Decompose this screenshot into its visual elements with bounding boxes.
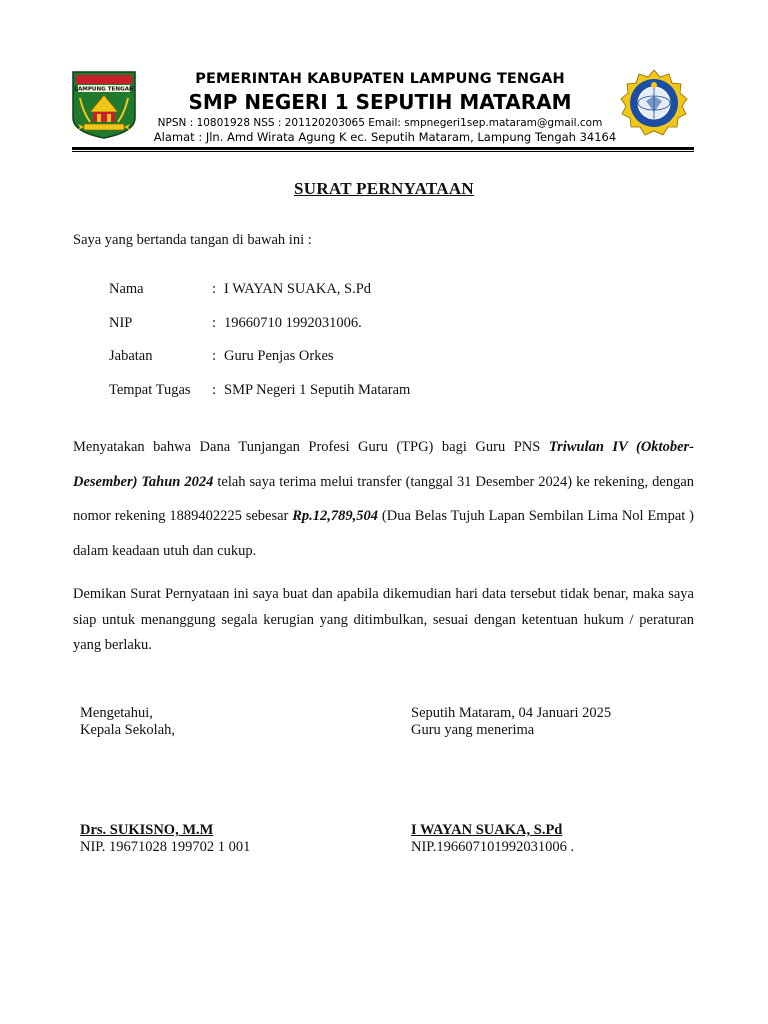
svg-text:LAMPUNG TENGAH: LAMPUNG TENGAH (74, 86, 134, 93)
statement-text-2: telah saya terima melui transfer (tanggal 31 Desember 2024) ke rekening, dengan nomor rekening 1889402225 sebesar (73, 473, 695, 524)
letterhead (140, 70, 620, 145)
intro-line: Saya yang bertanda tangan di bawah ini : (73, 232, 312, 248)
recipient-title: Guru yang menerima (411, 722, 535, 738)
identity-table (109, 281, 410, 415)
lampung-tengah-emblem-icon (70, 68, 138, 140)
identity-colon: : (212, 281, 217, 297)
identity-value: SMP Negeri 1 Seputih Mataram (224, 381, 411, 398)
statement-text-3: (Dua Belas Tujuh Lapan Sembilan Lima Nol Empat ) dalam keadaan utuh dan cukup. (73, 508, 694, 559)
statement-text-1: Menyatakan bahwa Dana Tunjangan Profesi Guru (TPG) bagi Guru PNS (73, 439, 549, 455)
letterhead-rule-thick (72, 147, 694, 150)
identity-row-jabatan (109, 348, 410, 382)
government-name: PEMERINTAH KABUPATEN LAMPUNG TENGAH (195, 71, 565, 87)
school-name: SMP NEGERI 1 SEPUTIH MATARAM (188, 90, 572, 114)
identity-colon: : (212, 314, 217, 331)
place-date: Seputih Mataram, 04 Januari 2025 (411, 705, 612, 721)
identity-value: Guru Penjas Orkes (224, 348, 334, 364)
teacher-name: I WAYAN SUAKA, S.Pd (411, 822, 563, 838)
identity-row-nama (109, 281, 410, 315)
identity-value: I WAYAN SUAKA, S.Pd (224, 281, 372, 297)
statement-paragraph (73, 430, 694, 568)
school-address: Alamat : Jln. Amd Wirata Agung K ec. Seputih Mataram, Lampung Tengah 34164 (153, 130, 617, 144)
teacher-nip: NIP.196607101992031006 . (411, 839, 575, 855)
principal-name: Drs. SUKISNO, M.M (80, 822, 214, 838)
acknowledged-label: Mengetahui, (80, 705, 153, 721)
identity-label: Jabatan (109, 348, 153, 364)
identity-colon: : (212, 348, 217, 364)
identity-row-tempat-tugas (109, 382, 410, 416)
identity-row-nip (109, 315, 410, 349)
identity-label: NIP (109, 314, 133, 331)
school-emblem-icon (619, 68, 689, 140)
identity-value: 19660710 1992031006. (224, 314, 362, 331)
letterhead-rule-thin (72, 151, 694, 152)
principal-nip: NIP. 19671028 199702 1 001 (80, 839, 251, 855)
payment-period: Triwulan IV (Oktober-Desember) Tahun 2024 (73, 439, 694, 490)
payment-amount: Rp.12,789,504 (292, 508, 379, 524)
identity-colon: : (212, 381, 217, 398)
signature-block-teacher (411, 705, 611, 739)
signature-block-principal (80, 705, 175, 739)
document-title: SURAT PERNYATAAN (293, 179, 475, 198)
school-identifiers: NPSN : 10801928 NSS : 201120203065 Email: smpnegeri1sep.mataram@gmail.com (157, 117, 603, 129)
principal-title: Kepala Sekolah, (80, 722, 176, 738)
identity-label: Tempat Tugas (109, 381, 191, 398)
closing-paragraph: Demikan Surat Pernyataan ini saya buat dan apabila dikemudian hari data tersebut tidak benar, maka saya siap untuk menanggung segala kerugian yang ditimbulkan, sesuai dengan ketentuan hukum / peraturan yang berlaku. (73, 586, 694, 653)
identity-label: Nama (109, 281, 144, 297)
